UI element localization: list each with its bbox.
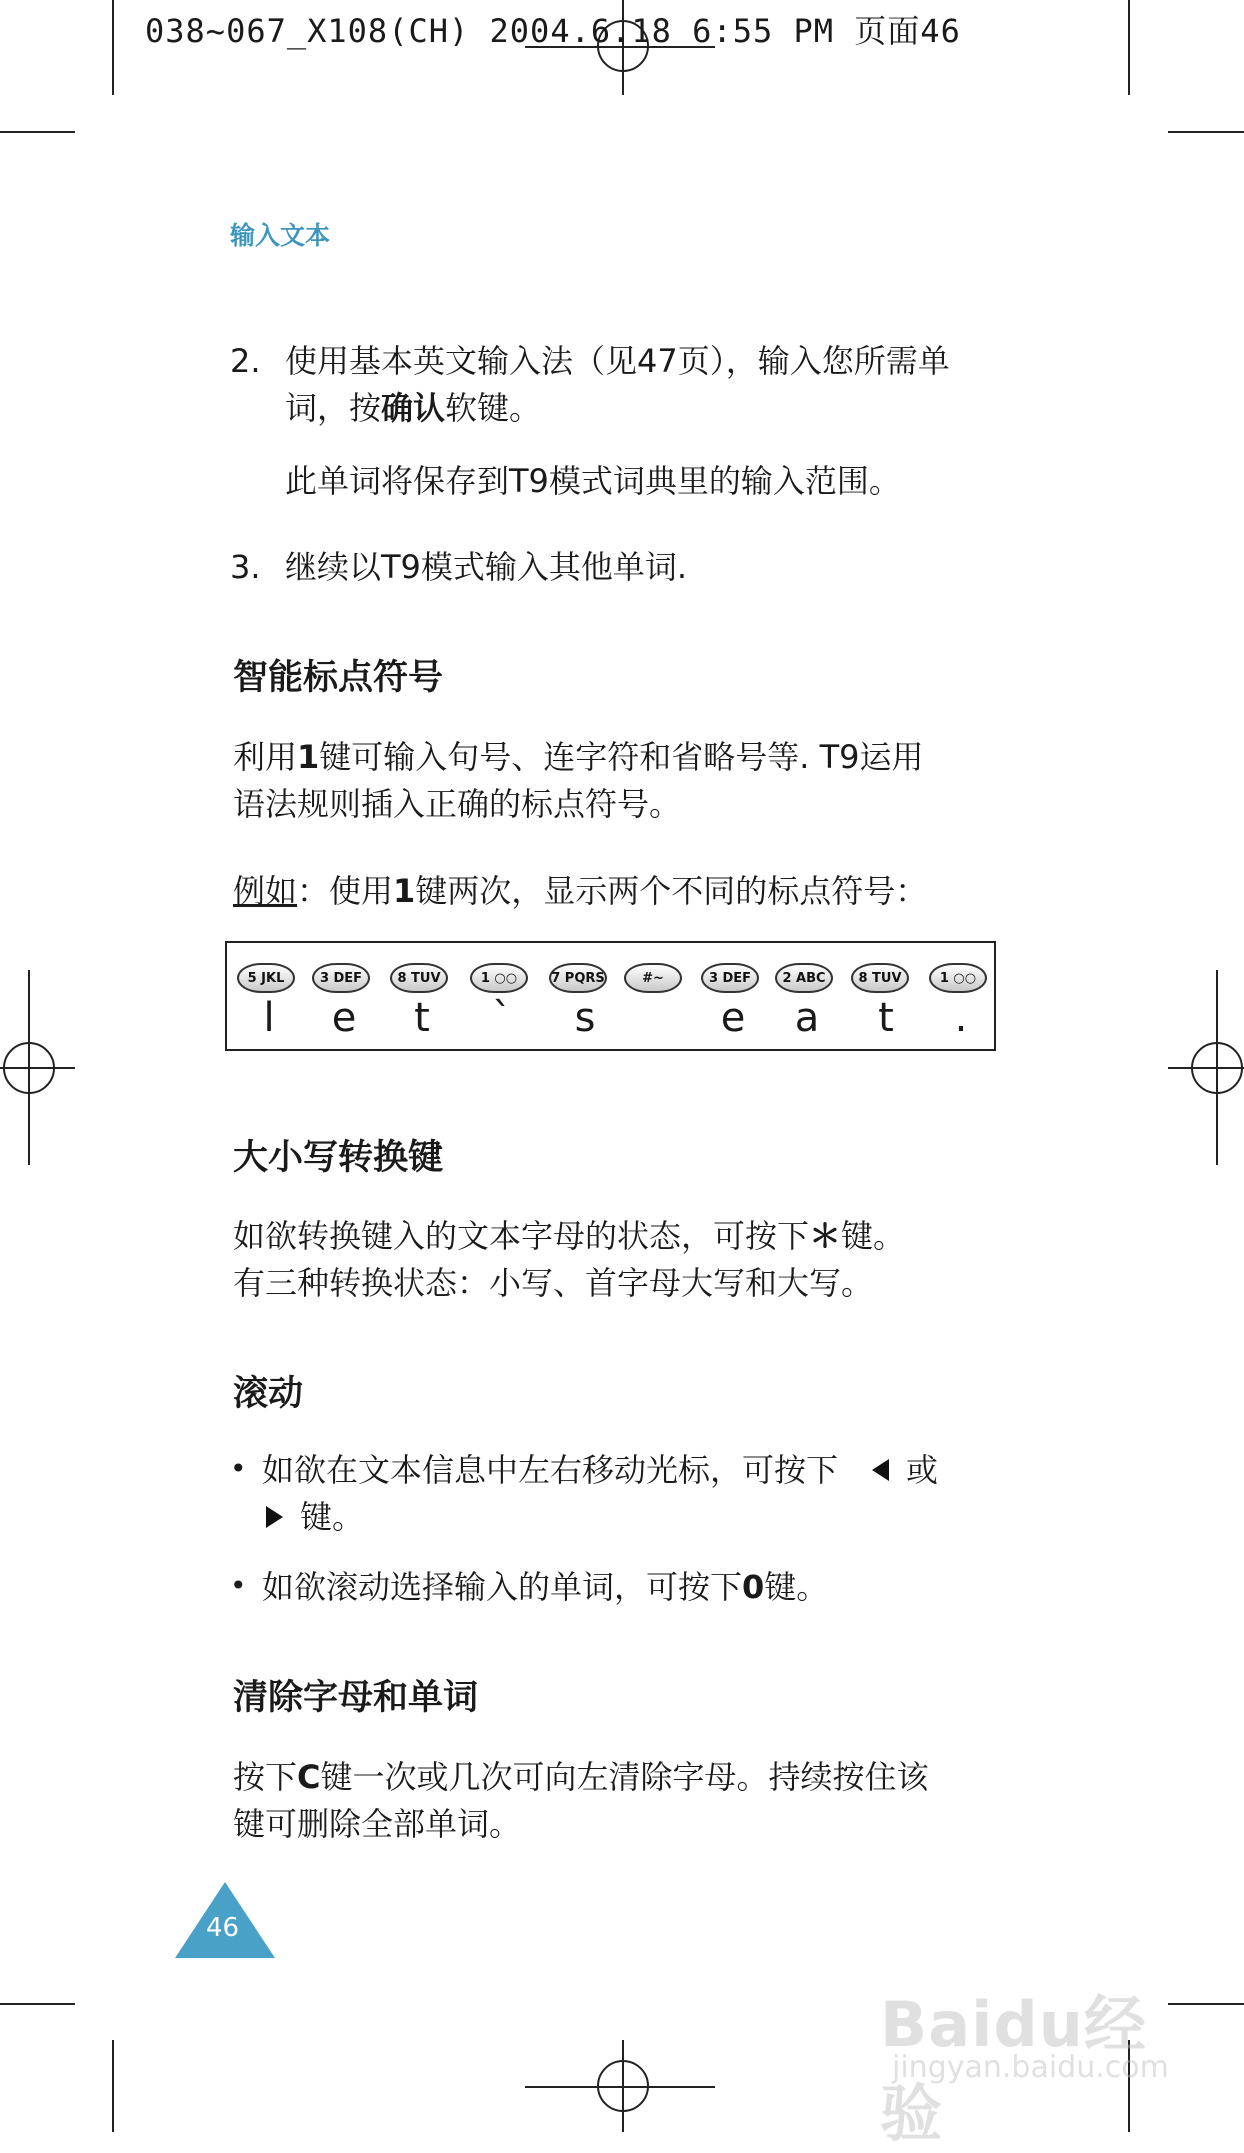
case-switch-line-1	[233, 1212, 905, 1260]
text: 如欲转换键入的文本字母的状态，可按下	[233, 1217, 810, 1255]
result-letter: e	[331, 995, 357, 1041]
baidu-watermark	[880, 1935, 1190, 2150]
step-2-line-1: 使用基本英文输入法（见47页），输入您所需单	[285, 342, 950, 380]
crop-mark	[112, 2040, 114, 2132]
case-switch-line-2: 有三种转换状态：小写、首字母大写和大写。	[233, 1264, 874, 1302]
result-letter: t	[414, 995, 430, 1041]
left-arrow-icon	[872, 1459, 889, 1481]
key-label: C	[297, 1758, 321, 1796]
step-2-text: 软键。	[445, 389, 542, 427]
keypad-key: 3 DEF	[312, 963, 370, 993]
crop-mark	[1168, 131, 1244, 133]
step-number: 2.	[230, 342, 261, 380]
key-label: 1	[297, 738, 320, 776]
scroll-item-1-line-1: 如欲在文本信息中左右移动光标，可按下	[262, 1451, 839, 1489]
keypad-key: 1 ○○	[470, 963, 528, 993]
text: 键两次，显示两个不同的标点符号：	[415, 872, 928, 910]
text: 如欲滚动选择输入的单词，可按下	[262, 1568, 743, 1606]
result-letter: .	[954, 995, 968, 1041]
smart-punct-line-1	[233, 733, 924, 781]
watermark-url: jingyan.baidu.com	[892, 2050, 1169, 2085]
section-label: 输入文本	[230, 221, 331, 250]
step-3-line-1: 继续以T9模式输入其他单词.	[285, 548, 688, 586]
print-slug: 038~067_X108(CH) 2004.6.18 6:55 PM 页面46	[145, 12, 961, 50]
registration-circle	[3, 1042, 55, 1094]
registration-circle	[597, 2060, 649, 2112]
result-letter: a	[794, 995, 820, 1041]
heading-clear: 清除字母和单词	[233, 1678, 479, 1718]
keypad-key: 1 ○○	[929, 963, 987, 993]
key-label: 1	[393, 872, 416, 910]
result-letter: l	[263, 995, 275, 1041]
text: 利用	[233, 738, 298, 776]
step-2-text: 词，按	[285, 389, 382, 427]
keypad-key: 5 JKL	[237, 963, 295, 993]
keypad-key: 2 ABC	[775, 963, 833, 993]
text: 按下	[233, 1758, 298, 1796]
page-number: 46	[206, 1913, 240, 1943]
crop-mark	[0, 2003, 75, 2005]
text: 键。	[841, 1217, 906, 1255]
result-letter: `	[492, 995, 512, 1041]
text: 键一次或几次可向左清除字母。持续按住该	[320, 1758, 929, 1796]
keypad-key: 3 DEF	[701, 963, 759, 993]
crop-mark	[1128, 0, 1130, 95]
scroll-item-1-line-2: 键。	[300, 1498, 365, 1536]
bullet-icon: •	[230, 1452, 247, 1485]
clear-line-2: 键可删除全部单词。	[233, 1805, 522, 1843]
key-sequence-illustration	[225, 941, 996, 1051]
keypad-key: 8 TUV	[851, 963, 909, 993]
text: 键。	[764, 1568, 829, 1606]
keypad-key: #~	[624, 963, 682, 993]
softkey-label: 确认	[381, 389, 446, 427]
scroll-item-2	[262, 1563, 828, 1611]
key-label: 0	[742, 1568, 765, 1606]
registration-circle	[1191, 1042, 1243, 1094]
keypad-key: 8 TUV	[390, 963, 448, 993]
result-letter: e	[720, 995, 746, 1041]
step-2-note: 此单词将保存到T9模式词典里的输入范围。	[285, 462, 901, 500]
keypad-key: 7 PQRS	[549, 963, 607, 993]
heading-smart-punctuation: 智能标点符号	[233, 658, 444, 698]
right-arrow-icon	[266, 1506, 283, 1528]
clear-line-1	[233, 1753, 929, 1801]
heading-case-switch: 大小写转换键	[233, 1138, 444, 1178]
crop-mark	[112, 0, 114, 95]
text: 键可输入句号、连字符和省略号等. T9运用	[319, 738, 924, 776]
result-letter: t	[878, 995, 894, 1041]
watermark-logo-text: Baidu经验	[880, 1988, 1147, 2150]
text: ：使用	[297, 872, 394, 910]
bullet-icon: •	[230, 1569, 247, 1602]
smart-punct-example	[233, 867, 927, 915]
heading-scroll: 滚动	[233, 1374, 304, 1414]
smart-punct-line-2: 语法规则插入正确的标点符号。	[233, 785, 682, 823]
step-2-line-2	[285, 384, 541, 432]
scroll-item-1-or: 或	[906, 1451, 939, 1489]
crop-mark	[0, 131, 75, 133]
star-key: ＊	[809, 1217, 842, 1255]
example-label: 例如	[233, 872, 298, 910]
step-number: 3.	[230, 548, 261, 586]
result-letter: s	[574, 995, 596, 1041]
